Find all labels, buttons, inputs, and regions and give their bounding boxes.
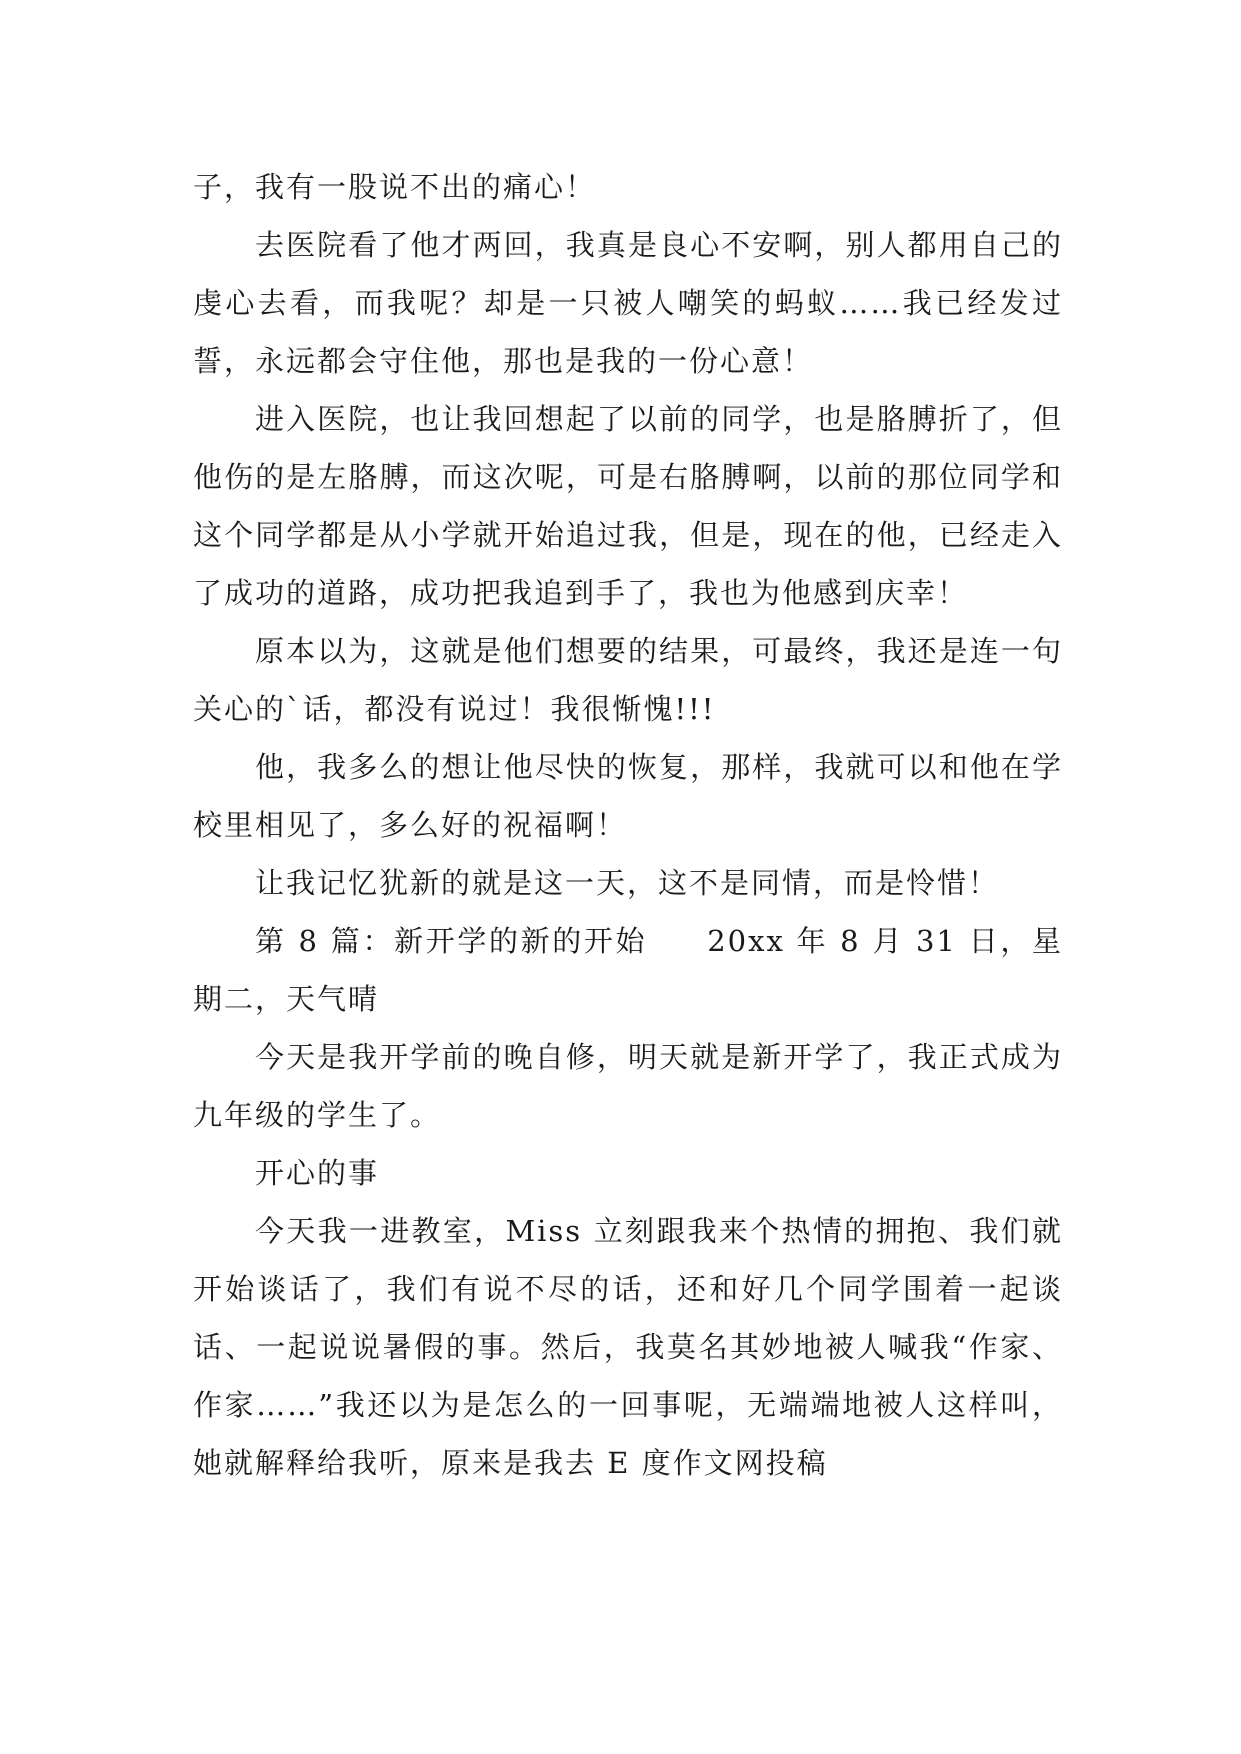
paragraph: 去医院看了他才两回，我真是良心不安啊，别人都用自己的虔心去看，而我呢？却是一只被人嘲笑的蚂蚁……我已经发过誓，永远都会守住他，那也是我的一份心意！	[193, 228, 1063, 378]
subheading: 开心的事	[255, 1156, 380, 1190]
paragraph: 他，我多么的想让他尽快的恢复，那样，我就可以和他在学校里相见了，多么好的祝福啊！	[193, 750, 1063, 842]
paragraph: 今天我一进教室，Miss 立刻跟我来个热情的拥抱、我们就开始谈话了，我们有说不尽的话，还和好几个同学围着一起谈话、一起说说暑假的事。然后，我莫名其妙地被人喊我“作家、作家……”我还以为是怎么的一回事呢，无端端地被人这样叫，她就解释给我听，原来是我去 E 度作文网投稿	[193, 1214, 1063, 1480]
section-title: 第 8 篇：新开学的新的开始	[255, 924, 648, 958]
paragraph: 进入医院，也让我回想起了以前的同学，也是胳膊折了，但他伤的是左胳膊，而这次呢，可是右胳膊啊，以前的那位同学和这个同学都是从小学就开始追过我，但是，现在的他，已经走入了成功的道路，成功把我追到手了，我也为他感到庆幸！	[193, 402, 1063, 610]
paragraph: 子，我有一股说不出的痛心！	[193, 170, 597, 204]
paragraph: 原本以为，这就是他们想要的结果，可最终，我还是连一句关心的`话，都没有说过！我很惭愧!!!	[193, 634, 1063, 726]
diary-date-line: 20xx 年 8 月 31 日，星期二，天气晴	[193, 924, 1064, 1016]
document-body	[193, 158, 1063, 1492]
paragraph: 今天是我开学前的晚自修，明天就是新开学了，我正式成为九年级的学生了。	[193, 1040, 1063, 1132]
paragraph: 让我记忆犹新的就是这一天，这不是同情，而是怜惜！	[255, 866, 1000, 900]
section-heading	[193, 912, 1063, 1028]
